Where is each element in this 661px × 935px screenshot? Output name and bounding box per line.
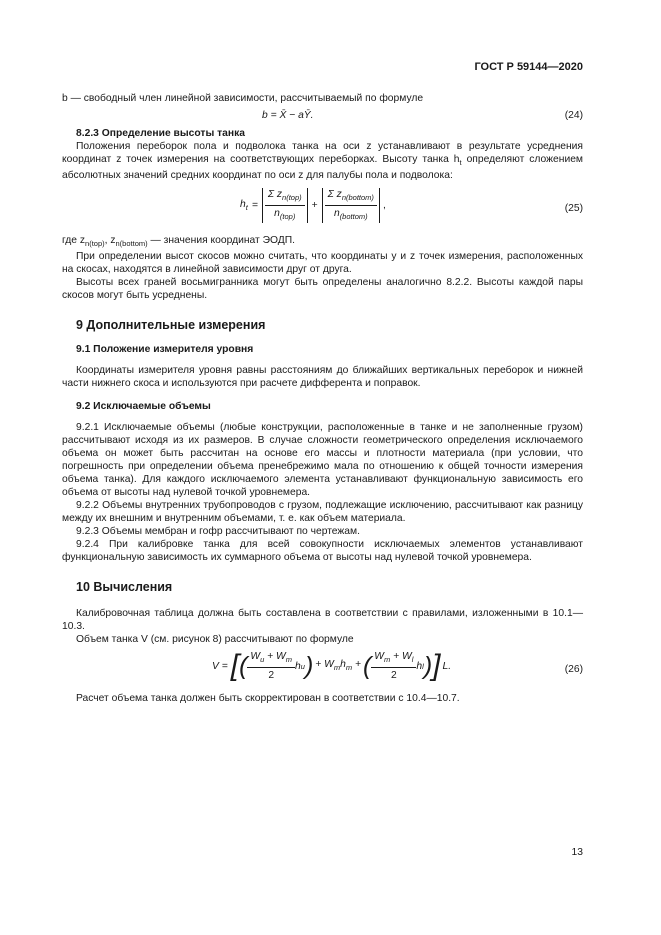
eq26-lhs: V = [212, 660, 228, 672]
where-end: — значения координат ЭОДП. [147, 235, 296, 247]
eq25-den-2: n [333, 208, 340, 220]
eq26-paren-open-1: ( [239, 651, 248, 680]
eq26-tail: L. [442, 660, 452, 672]
equation-25 [62, 182, 583, 234]
section-10-title: 10 Вычисления [76, 580, 173, 595]
eq26-mid-h-sub: m [345, 663, 353, 673]
where-z-sep: , z [104, 235, 116, 247]
eq26-den-2: 2 [390, 670, 397, 682]
eq25-abs-1 [262, 188, 308, 223]
eq25-num-1-sub: n(top) [282, 193, 302, 203]
equation-26 [62, 646, 583, 692]
eq26-paren-close-2: ) [423, 651, 433, 680]
eq26-mid-w: + W [315, 659, 334, 671]
eq26-num-2-w-sub: m [384, 655, 391, 665]
equation-25-number: (25) [564, 203, 583, 215]
section-9-2-title: 9.2 Исключаемые объемы [76, 401, 211, 413]
eq25-den-2-sub: (bottom) [339, 212, 368, 222]
page-number: 13 [571, 847, 583, 858]
eq26-num-2-wl-sub: l [411, 655, 414, 665]
eq25-lhs [240, 198, 248, 214]
eq26-mid-h: h [340, 659, 346, 671]
equation-24 [62, 109, 583, 123]
eq26-hu: h [295, 660, 301, 672]
eq26-paren-close-1: ) [304, 651, 314, 680]
eq25-num-2-sub: n(bottom) [341, 193, 374, 203]
eq26-num-1-w: W [250, 651, 261, 663]
page-content [62, 92, 583, 705]
where-z-top-sub: n(top) [85, 239, 105, 249]
eq26-hl-sub: l [422, 661, 424, 671]
where-z: где z [62, 235, 86, 247]
b-definition: b — свободный член линейной зависимости, рассчитываемый по формуле [62, 93, 424, 104]
eq26-mid-w-sub: m [333, 663, 341, 673]
section-9-2-1-paragraph: 9.2.1 Исключаемые объемы (любые конструкции, расположенные в танке и не заполненные грузом) рассчитывают исходя из их размеров. В случае сложности геометрического определения исключаемого объема он может быть рассчитан на основе его массы и плотности материала (при условии, что погрешность при определении объема пренебрежимо мала по отношению к общей точности измерения объема танка). Для каждого исключаемого элемента устанавливают функциональную зависимость его объема от высоты над нулевой точкой уровнемера. [62, 422, 583, 499]
section-8-2-3-paragraph-2: При определении высот скосов можно считать, что координаты y и z точек измерения, расположенных на скосах, находятся в линейной зависимости друг от друга. [62, 251, 583, 276]
section-8-2-3-paragraph-3: Высоты всех граней восьмигранника могут быть определены аналогично 8.2.2. Высоты каждой пары скосов могут быть усреднены. [62, 277, 583, 302]
eq26-hl: h [416, 660, 423, 672]
equation-24-number: (24) [564, 110, 583, 121]
p1-part-b: определяют сложением абсолютных значений средних координат по оси z для палубы пола и подволока: [62, 154, 584, 182]
eq26-paren-open-2: ( [362, 651, 372, 680]
eq26-den-1: 2 [268, 670, 275, 682]
section-10-paragraph-1: Калибровочная таблица должна быть составлена в соответствии с правилами, изложенными в 10.1—10.3. [62, 608, 583, 633]
section-9-2-4-paragraph: 9.2.4 При калибровке танка для всей совокупности исключаемых элементов устанавливают функциональную зависимость их суммарного объема от высоты над нулевой точкой уровнемера. [62, 539, 583, 564]
eq26-num-1-wm-sub: m [285, 655, 293, 665]
section-9-1-title: 9.1 Положение измерителя уровня [76, 344, 254, 356]
eq26-num-1-w-sub: u [260, 655, 265, 665]
section-8-2-3-paragraph-1 [62, 140, 583, 182]
eq26-bracket-close: ] [432, 649, 441, 683]
p1-ht-sub: t [459, 158, 462, 168]
section-10-paragraph-3: Расчет объема танка должен быть скорректирован в соответствии с 10.4—10.7. [76, 693, 460, 705]
eq25-num-2: Σ z [327, 189, 342, 201]
eq25-h-sub: t [245, 202, 248, 212]
equation-24-body: b = X̄ − aȲ. [262, 110, 314, 121]
eq25-h: h [240, 198, 246, 210]
where-clause [62, 234, 583, 250]
section-8-2-3-title: 8.2.3 Определение высоты танка [76, 128, 245, 139]
eq26-num-1-plus: + W [264, 651, 286, 663]
where-z-bottom-sub: n(bottom) [115, 239, 148, 249]
eq25-abs-2 [322, 188, 380, 223]
eq25-equals: = [251, 200, 258, 212]
eq25-comma: , [382, 200, 386, 212]
document-header: ГОСТ Р 59144—2020 [474, 61, 583, 73]
eq26-hu-sub: u [300, 661, 305, 671]
eq26-num-2-w: W [374, 651, 385, 663]
eq25-den-1: n [274, 208, 280, 220]
eq26-middle: + $W_mh_m$ + [315, 659, 361, 673]
eq25-den-1-sub: (top) [279, 212, 296, 222]
section-9-2-3-paragraph: 9.2.3 Объемы мембран и гофр рассчитывают по чертежам. [76, 526, 360, 538]
eq26-num-2-plus: + W [390, 651, 412, 663]
equation-26-number: (26) [564, 664, 583, 676]
eq25-plus: + [311, 200, 318, 212]
p1-part-a: Положения переборок пола и подволока танка на оси z устанавливают в результате усреднения координат z точек измерения на соответствующих переборках. Высоту танка h [62, 141, 583, 165]
section-9-2-2-paragraph: 9.2.2 Объемы внутренних трубопроводов с грузом, подлежащие исключению, рассчитывают как разницу между их внешним и внутренним объемами, т. е. как объем материала. [62, 500, 583, 525]
eq25-num-1: Σ z [267, 189, 283, 201]
eq26-bracket-open: [ [230, 649, 240, 683]
section-9-1-paragraph: Координаты измерителя уровня равны расстояниям до ближайших вертикальных переборок и нижней части нижнего скоса и используются при расчете дифферента и поправок. [62, 365, 583, 390]
section-10-paragraph-2: Объем танка V (см. рисунок 8) рассчитывают по формуле [76, 634, 354, 646]
section-9-title: 9 Дополнительные измерения [76, 318, 266, 333]
